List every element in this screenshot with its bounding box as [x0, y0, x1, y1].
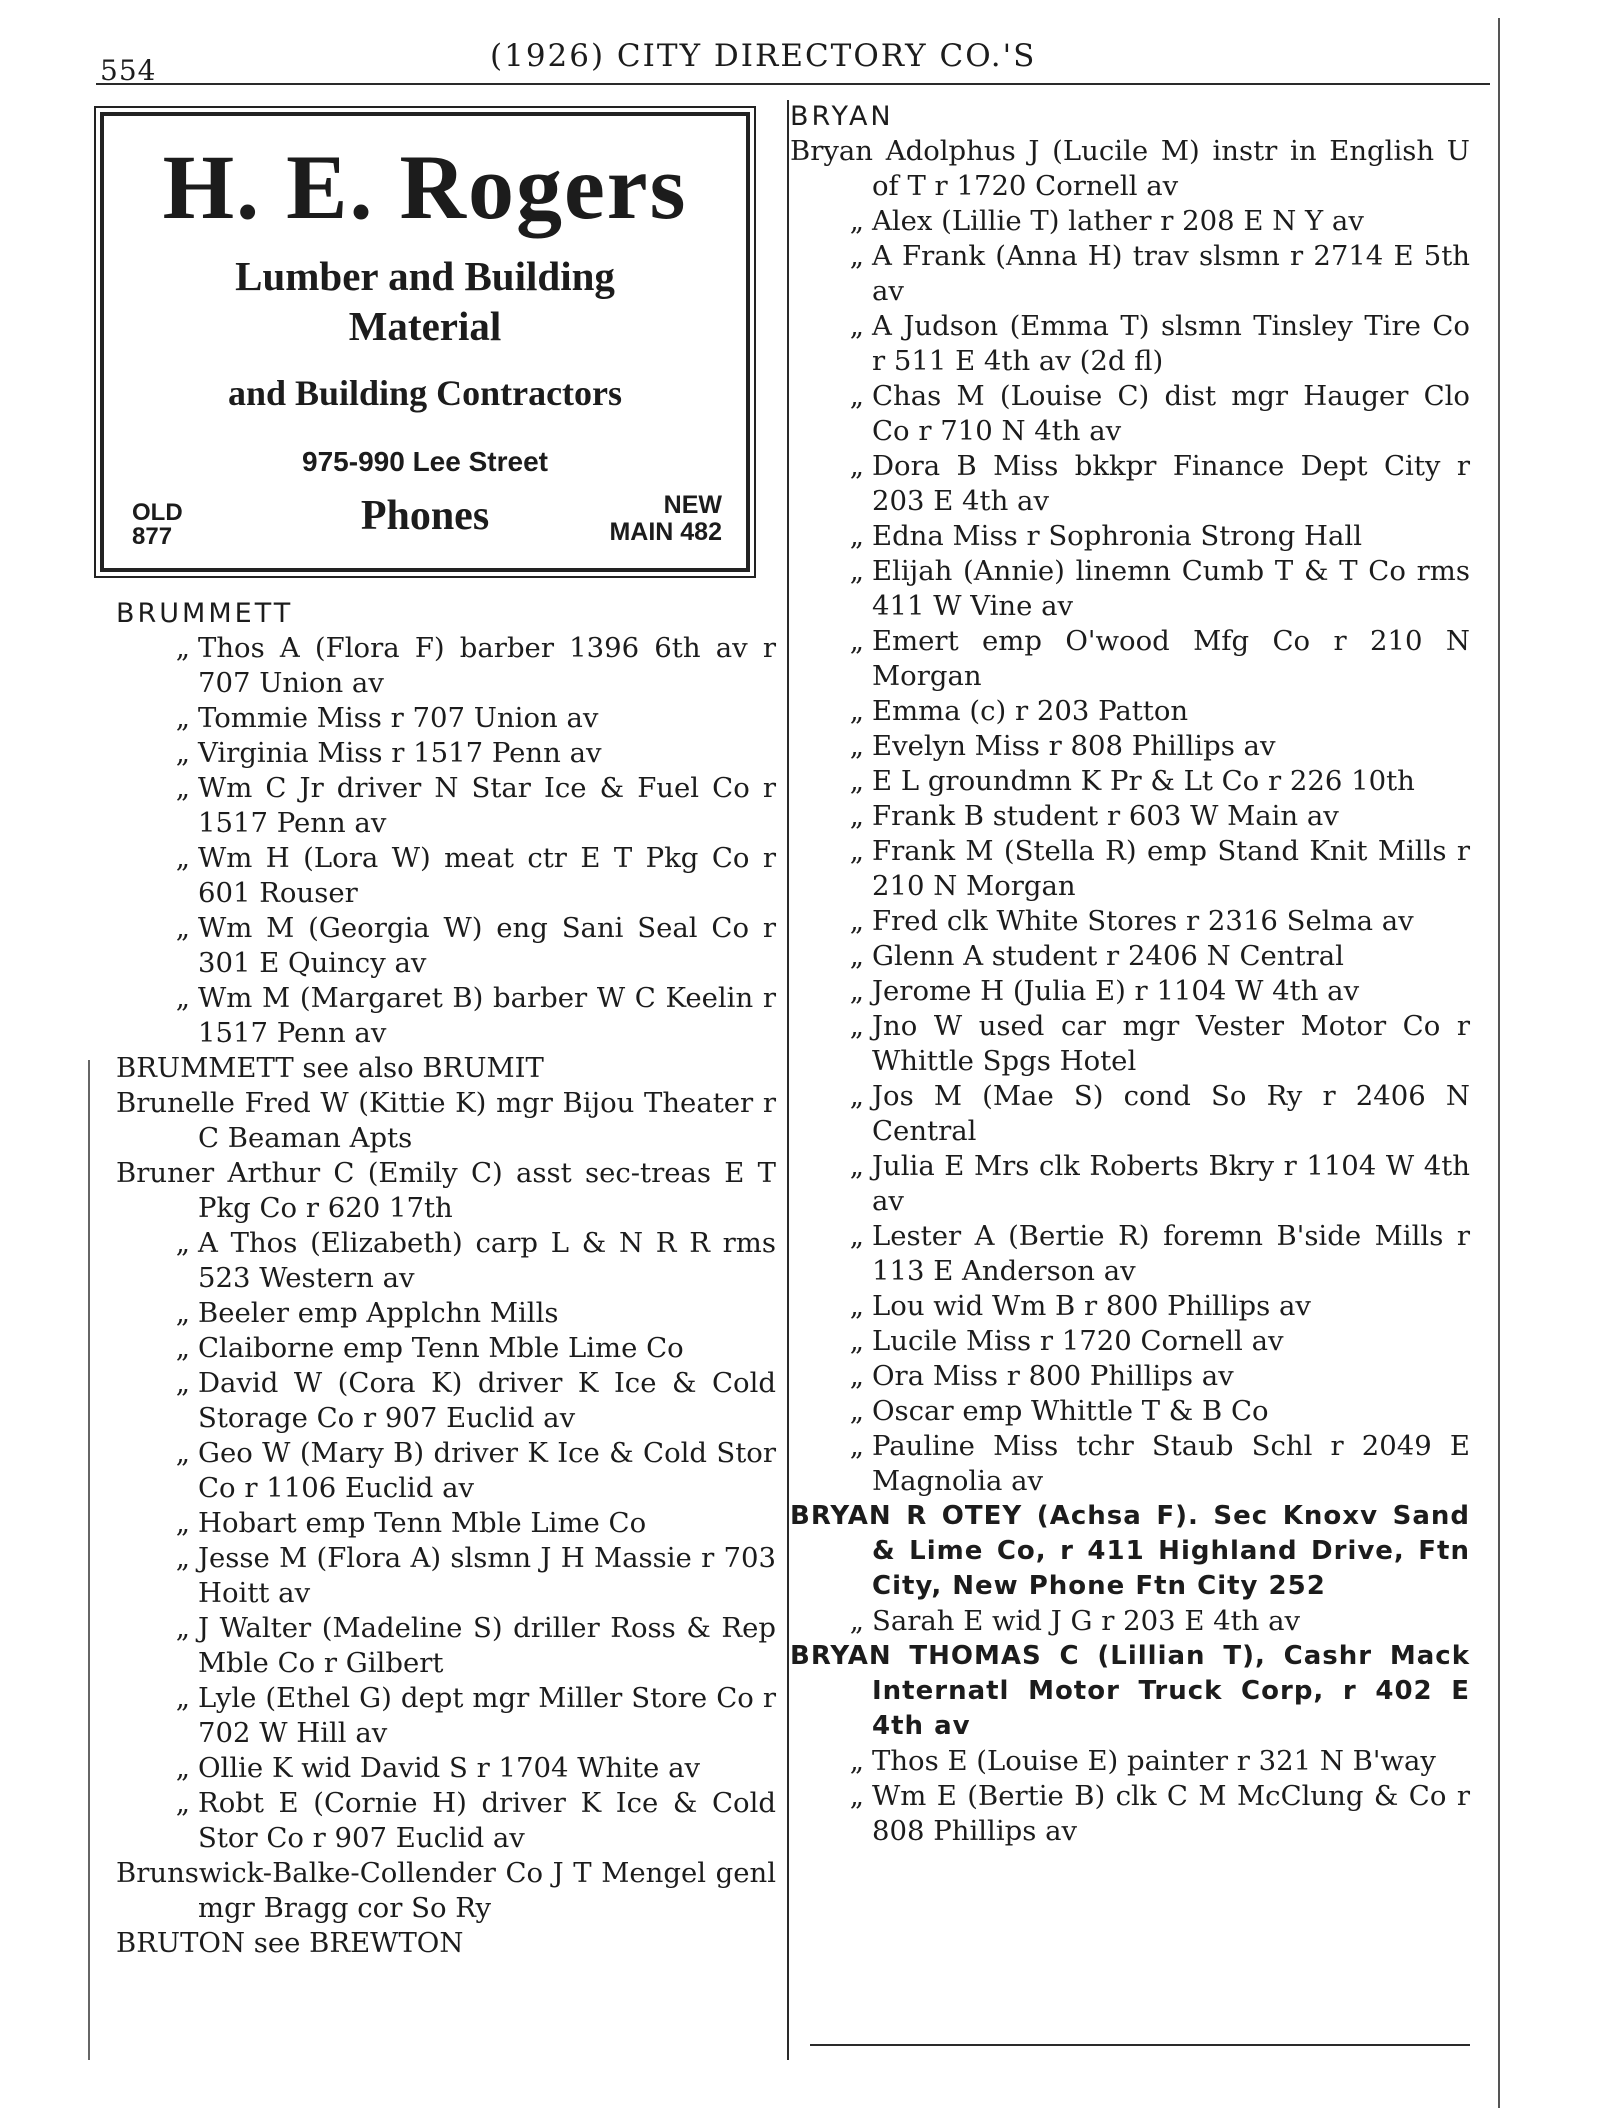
directory-entry	[116, 631, 776, 701]
entry-text: Pauline Miss tchr Staub Schl r 2049 E Magnolia av	[872, 1430, 1470, 1497]
ditto-mark: „	[849, 205, 864, 237]
directory-entry	[116, 1226, 776, 1296]
entry-text: Emert emp O'wood Mfg Co r 210 N Morgan	[872, 625, 1470, 692]
entry-text: David W (Cora K) driver K Ice & Cold Storage Co r 907 Euclid av	[198, 1367, 776, 1434]
entry-text: Bruner Arthur C (Emily C) asst sec-treas E T Pkg Co r 620 17th	[116, 1157, 776, 1224]
ditto-mark: „	[849, 1605, 864, 1637]
entry-text: Wm M (Margaret B) barber W C Keelin r 1517 Penn av	[198, 982, 776, 1049]
directory-entry	[790, 834, 1470, 904]
entry-text: Beeler emp Applchn Mills	[198, 1297, 559, 1329]
directory-entry	[116, 771, 776, 841]
entry-text: Jesse M (Flora A) slsmn J H Massie r 703 Hoitt av	[198, 1542, 776, 1609]
ditto-mark: „	[849, 800, 864, 832]
entry-text: Wm E (Bertie B) clk C M McClung & Co r 808 Phillips av	[872, 1780, 1470, 1847]
entry-text: BRYAN	[790, 101, 894, 132]
entry-text: A Frank (Anna H) trav slsmn r 2714 E 5th av	[872, 240, 1470, 307]
ad-line-2: Material	[348, 303, 502, 349]
page-edge-rule	[1498, 18, 1500, 2108]
ditto-mark: „	[175, 1612, 190, 1644]
entry-text: Jno W used car mgr Vester Motor Co r Whittle Spgs Hotel	[872, 1010, 1470, 1077]
ditto-mark: „	[175, 737, 190, 769]
entry-text: Claiborne emp Tenn Mble Lime Co	[198, 1332, 684, 1364]
advertisement-box	[100, 112, 750, 572]
directory-entry	[116, 1611, 776, 1681]
directory-entry	[116, 1751, 776, 1786]
ditto-mark: „	[175, 772, 190, 804]
entry-text: Evelyn Miss r 808 Phillips av	[872, 730, 1276, 762]
entry-text: Oscar emp Whittle T & B Co	[872, 1395, 1269, 1427]
entry-text: Ora Miss r 800 Phillips av	[872, 1360, 1234, 1392]
directory-entry	[790, 729, 1470, 764]
entry-text: Brunswick-Balke-Collender Co J T Mengel genl mgr Bragg cor So Ry	[116, 1857, 776, 1924]
ditto-mark: „	[175, 1297, 190, 1329]
ditto-mark: „	[849, 380, 864, 412]
directory-entry	[116, 1366, 776, 1436]
ditto-mark: „	[175, 842, 190, 874]
directory-entry	[790, 204, 1470, 239]
entry-text: Elijah (Annie) linemn Cumb T & T Co rms 411 W Vine av	[872, 555, 1470, 622]
entry-text: Robt E (Cornie H) driver K Ice & Cold Stor Co r 907 Euclid av	[198, 1787, 776, 1854]
ditto-mark: „	[849, 1150, 864, 1182]
directory-entry	[116, 981, 776, 1051]
entry-text: Frank M (Stella R) emp Stand Knit Mills r 210 N Morgan	[872, 835, 1470, 902]
ditto-mark: „	[849, 1290, 864, 1322]
entry-text: Tommie Miss r 707 Union av	[198, 702, 599, 734]
directory-entry	[790, 1079, 1470, 1149]
ditto-mark: „	[849, 765, 864, 797]
entry-text: BRUMMETT see also BRUMIT	[116, 1052, 544, 1084]
directory-entry	[116, 1296, 776, 1331]
directory-entry	[790, 379, 1470, 449]
new-phone	[609, 492, 722, 546]
entry-text: Jerome H (Julia E) r 1104 W 4th av	[872, 975, 1360, 1007]
entry-text: Lyle (Ethel G) dept mgr Miller Store Co r 702 W Hill av	[198, 1682, 776, 1749]
ditto-mark: „	[175, 1752, 190, 1784]
directory-entry	[790, 309, 1470, 379]
directory-entry	[790, 1639, 1470, 1744]
directory-entry	[790, 939, 1470, 974]
directory-entry	[790, 764, 1470, 799]
directory-entry	[790, 624, 1470, 694]
entry-text: BRYAN THOMAS C (Lillian T), Cashr Mack Internatl Motor Truck Corp, r 402 E 4th av	[790, 1641, 1470, 1741]
entry-text: Lou wid Wm B r 800 Phillips av	[872, 1290, 1311, 1322]
ditto-mark: „	[849, 835, 864, 867]
ditto-mark: „	[175, 1437, 190, 1469]
entry-text: Wm H (Lora W) meat ctr E T Pkg Co r 601 Rouser	[198, 842, 776, 909]
ditto-mark: „	[175, 632, 190, 664]
directory-entry	[790, 1429, 1470, 1499]
entry-text: Thos E (Louise E) painter r 321 N B'way	[872, 1745, 1436, 1777]
ditto-mark: „	[849, 1080, 864, 1112]
directory-entry	[116, 1541, 776, 1611]
ditto-mark: „	[175, 912, 190, 944]
ditto-mark: „	[175, 1542, 190, 1574]
ditto-mark: „	[175, 1507, 190, 1539]
directory-entry	[116, 1926, 776, 1961]
entry-text: Ollie K wid David S r 1704 White av	[198, 1752, 700, 1784]
directory-entry	[790, 799, 1470, 834]
entry-text: J Walter (Madeline S) driller Ross & Rep Mble Co r Gilbert	[198, 1612, 776, 1679]
directory-entry	[790, 1289, 1470, 1324]
directory-entry	[116, 841, 776, 911]
directory-entry	[790, 239, 1470, 309]
ditto-mark: „	[849, 555, 864, 587]
entry-text: Jos M (Mae S) cond So Ry r 2406 N Central	[872, 1080, 1470, 1147]
entry-text: Chas M (Louise C) dist mgr Hauger Clo Co r 710 N 4th av	[872, 380, 1470, 447]
entry-text: Frank B student r 603 W Main av	[872, 800, 1339, 832]
directory-entry	[116, 1331, 776, 1366]
entry-text: Bryan Adolphus J (Lucile M) instr in English U of T r 1720 Cornell av	[790, 135, 1470, 202]
directory-entry	[116, 1156, 776, 1226]
ditto-mark: „	[849, 310, 864, 342]
entry-text: Lester A (Bertie R) foremn B'side Mills r 113 E Anderson av	[872, 1220, 1470, 1287]
entry-text: Alex (Lillie T) lather r 208 E N Y av	[872, 205, 1364, 237]
ditto-mark: „	[175, 982, 190, 1014]
ditto-mark: „	[849, 730, 864, 762]
entry-text: Edna Miss r Sophronia Strong Hall	[872, 520, 1363, 552]
directory-entry	[116, 736, 776, 771]
ditto-mark: „	[175, 1367, 190, 1399]
ditto-mark: „	[175, 702, 190, 734]
directory-entry	[790, 554, 1470, 624]
directory-entry	[790, 1779, 1470, 1849]
entry-text: Wm C Jr driver N Star Ice & Fuel Co r 1517 Penn av	[198, 772, 776, 839]
ditto-mark: „	[849, 1745, 864, 1777]
ditto-mark: „	[849, 1395, 864, 1427]
directory-entry	[116, 1856, 776, 1926]
ditto-mark: „	[849, 975, 864, 1007]
ditto-mark: „	[849, 905, 864, 937]
directory-entry	[790, 1324, 1470, 1359]
entry-text: Geo W (Mary B) driver K Ice & Cold Stor Co r 1106 Euclid av	[198, 1437, 776, 1504]
entry-text: Lucile Miss r 1720 Cornell av	[872, 1325, 1284, 1357]
phones-label: Phones	[360, 493, 490, 539]
header-rule	[96, 83, 1490, 85]
ditto-mark: „	[175, 1682, 190, 1714]
old-phone-label: OLD	[132, 499, 183, 526]
directory-entry	[790, 1394, 1470, 1429]
ditto-mark: „	[849, 450, 864, 482]
ditto-mark: „	[849, 940, 864, 972]
entry-text: Glenn A student r 2406 N Central	[872, 940, 1344, 972]
left-directory-column	[116, 596, 776, 1961]
ditto-mark: „	[849, 1010, 864, 1042]
directory-entry	[116, 1786, 776, 1856]
entry-text: Fred clk White Stores r 2316 Selma av	[872, 905, 1414, 937]
entry-text: E L groundmn K Pr & Lt Co r 226 10th	[872, 765, 1415, 797]
directory-entry	[790, 974, 1470, 1009]
right-directory-column	[790, 99, 1470, 1849]
new-phone-label: NEW	[663, 491, 722, 519]
entry-text: Julia E Mrs clk Roberts Bkry r 1104 W 4th av	[872, 1150, 1470, 1217]
entry-text: Virginia Miss r 1517 Penn av	[198, 737, 602, 769]
directory-entry	[790, 1219, 1470, 1289]
running-head: (1926) CITY DIRECTORY CO.'S	[490, 38, 1037, 74]
directory-entry	[790, 1499, 1470, 1604]
section-heading	[116, 596, 776, 631]
advertiser-name: H. E. Rogers	[162, 136, 688, 238]
entry-text: Dora B Miss bkkpr Finance Dept City r 203 E 4th av	[872, 450, 1470, 517]
section-heading	[790, 99, 1470, 134]
entry-text: Brunelle Fred W (Kittie K) mgr Bijou Theater r C Beaman Apts	[116, 1087, 776, 1154]
entry-text: Wm M (Georgia W) eng Sani Seal Co r 301 E Quincy av	[198, 912, 776, 979]
entry-text: A Judson (Emma T) slsmn Tinsley Tire Co r 511 E 4th av (2d fl)	[872, 310, 1470, 377]
ditto-mark: „	[849, 520, 864, 552]
left-margin-line	[88, 1060, 90, 2060]
directory-entry	[790, 904, 1470, 939]
old-phone-number: 877	[132, 523, 173, 550]
page-number: 554	[100, 54, 157, 87]
ditto-mark: „	[849, 695, 864, 727]
directory-entry	[790, 449, 1470, 519]
ditto-mark: „	[849, 1780, 864, 1812]
directory-entry	[116, 911, 776, 981]
entry-text: Sarah E wid J G r 203 E 4th av	[872, 1605, 1301, 1637]
ditto-mark: „	[175, 1787, 190, 1819]
ad-address: 975-990 Lee Street	[302, 446, 548, 477]
directory-entry	[790, 519, 1470, 554]
directory-entry	[790, 694, 1470, 729]
directory-entry	[116, 1506, 776, 1541]
directory-entry	[790, 1009, 1470, 1079]
ditto-mark: „	[175, 1332, 190, 1364]
ditto-mark: „	[849, 1430, 864, 1462]
directory-entry	[116, 701, 776, 736]
directory-entry	[790, 134, 1470, 204]
ditto-mark: „	[849, 1360, 864, 1392]
ditto-mark: „	[849, 1325, 864, 1357]
entry-text: Thos A (Flora F) barber 1396 6th av r 707 Union av	[198, 632, 776, 699]
column-divider	[787, 100, 789, 2060]
entry-text: A Thos (Elizabeth) carp L & N R R rms 523 Western av	[198, 1227, 776, 1294]
entry-text: BRUTON see BREWTON	[116, 1927, 464, 1959]
ditto-mark: „	[849, 625, 864, 657]
entry-text: Hobart emp Tenn Mble Lime Co	[198, 1507, 647, 1539]
ditto-mark: „	[175, 1227, 190, 1259]
new-phone-number: MAIN 482	[609, 518, 722, 546]
entry-text: BRUMMETT	[116, 598, 294, 629]
entry-text: BRYAN R OTEY (Achsa F). Sec Knoxv Sand & Lime Co, r 411 Highland Drive, Ftn City, New Phone Ftn City 252	[790, 1501, 1470, 1601]
directory-entry	[790, 1359, 1470, 1394]
directory-entry	[790, 1149, 1470, 1219]
directory-entry	[116, 1086, 776, 1156]
ad-line-3: and Building Contractors	[227, 373, 623, 413]
directory-entry	[116, 1436, 776, 1506]
ad-line-1: Lumber and Building	[235, 253, 615, 299]
footer-rule	[810, 2044, 1470, 2046]
entry-text: Emma (c) r 203 Patton	[872, 695, 1189, 727]
directory-entry	[116, 1051, 776, 1086]
ditto-mark: „	[849, 240, 864, 272]
directory-entry	[790, 1604, 1470, 1639]
directory-entry	[790, 1744, 1470, 1779]
directory-entry	[116, 1681, 776, 1751]
ditto-mark: „	[849, 1220, 864, 1252]
